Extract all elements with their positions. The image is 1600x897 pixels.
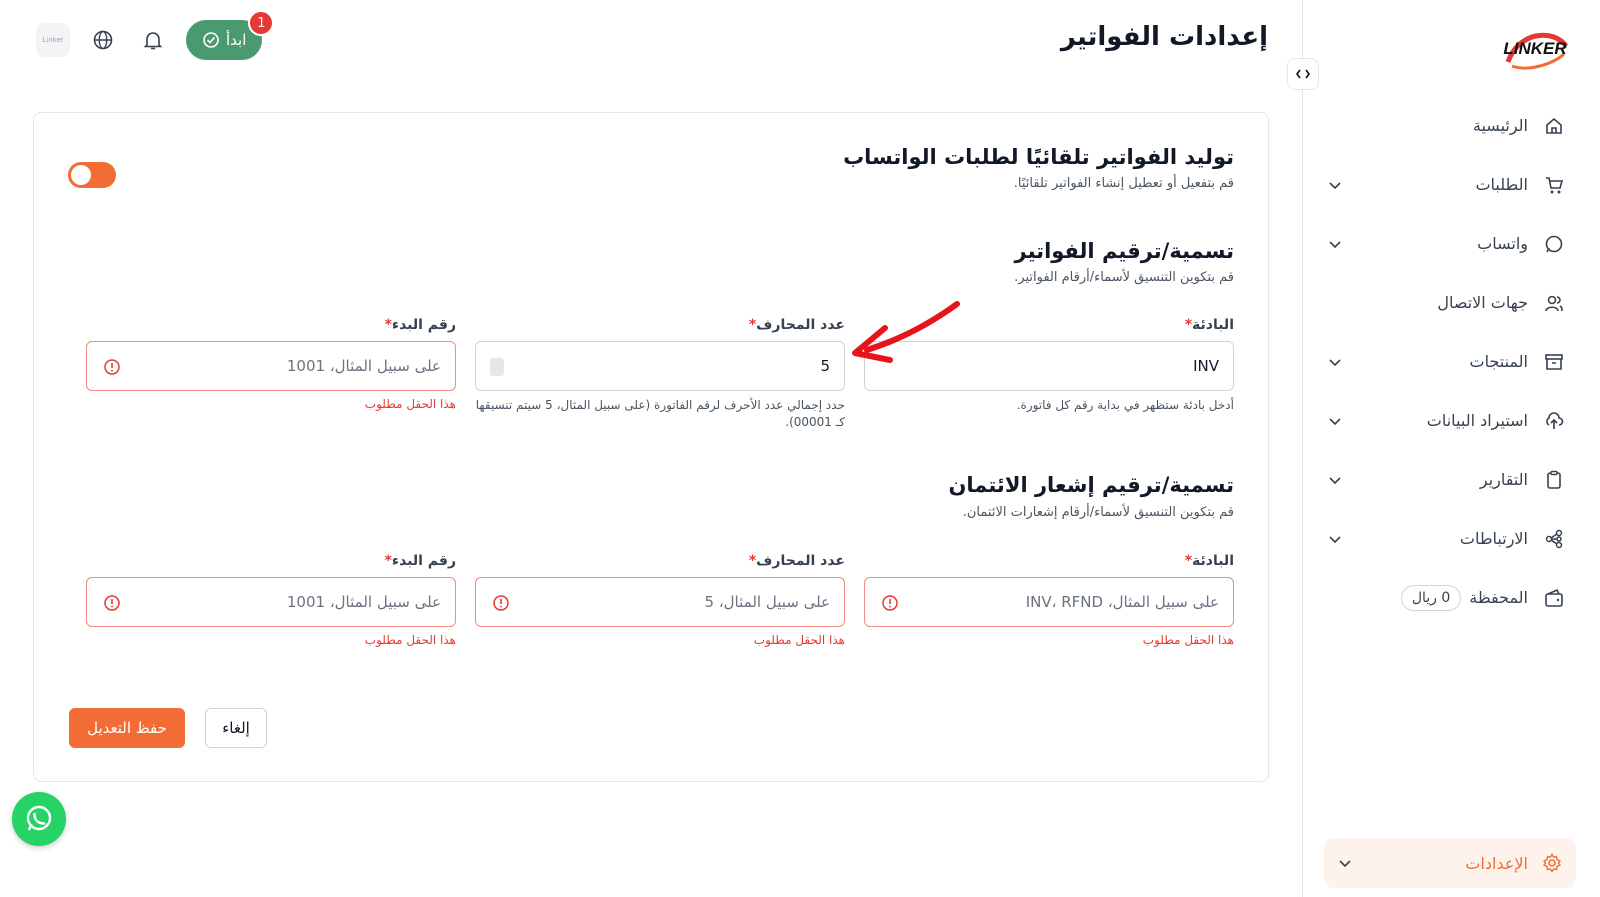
sidebar-item-integrations[interactable] [1302, 509, 1600, 568]
field-helper: أدخل بادئة ستظهر في بداية رقم كل فاتورة. [1016, 398, 1234, 412]
chevron-down-icon[interactable] [1326, 530, 1344, 548]
sidebar-item-label: الارتباطات [1459, 529, 1528, 548]
svg-text:LINKER: LINKER [1503, 39, 1567, 58]
toggle-knob [71, 165, 91, 185]
credit-char-count-input[interactable]: على سبيل المثال، 5 [475, 577, 845, 627]
sidebar-item-import[interactable] [1302, 391, 1600, 450]
whatsapp-chat-button[interactable] [12, 792, 66, 846]
sidebar-item-label: المحفظة [1469, 588, 1528, 607]
sidebar-item-home[interactable] [1302, 96, 1600, 155]
alert-circle-icon [103, 358, 121, 376]
sidebar-item-label: الرئيسية [1472, 116, 1528, 135]
alert-circle-icon [103, 594, 121, 612]
field-error: هذا الحقل مطلوب [364, 397, 456, 411]
chevron-down-icon[interactable] [1326, 412, 1344, 430]
page-title: إعدادات الفواتير [1060, 22, 1268, 52]
sidebar-item-label: استيراد البيانات [1426, 411, 1528, 430]
field-label: البادئة* [1184, 553, 1234, 569]
sidebar-item-wallet[interactable] [1302, 568, 1600, 627]
auto-invoice-toggle[interactable] [68, 162, 116, 188]
code-arrows-icon [1296, 69, 1310, 79]
upload-icon [1542, 409, 1566, 433]
credit-start-number-input[interactable]: على سبيل المثال، 1001 [86, 577, 456, 627]
invoice-numbering-subtitle: قم بتكوين التنسيق لأسماء/أرقام الفواتير. [1014, 270, 1234, 285]
cancel-button[interactable]: إلغاء [205, 708, 267, 748]
auto-invoice-title: توليد الفواتير تلقائيًا لطلبات الواتساب [843, 145, 1234, 169]
sidebar-item-contacts[interactable] [1302, 273, 1600, 332]
sidebar-item-label: الإعدادات [1465, 853, 1528, 873]
field-label: رقم البدء* [384, 317, 456, 333]
cart-icon [1542, 173, 1566, 197]
alert-circle-icon [492, 594, 510, 612]
chevron-down-icon[interactable] [1326, 471, 1344, 489]
alert-circle-icon [881, 594, 899, 612]
sidebar-item-label: التقارير [1479, 470, 1528, 489]
bell-icon [142, 29, 164, 51]
credit-start-number-field [86, 553, 456, 647]
chevron-down-icon[interactable] [1326, 176, 1344, 194]
home-icon [1542, 114, 1566, 138]
field-label: عدد المحارف* [748, 553, 845, 569]
field-label: رقم البدء* [384, 553, 456, 569]
chevron-down-icon[interactable] [1326, 235, 1344, 253]
whatsapp-icon [1542, 232, 1566, 256]
sidebar-item-reports[interactable] [1302, 450, 1600, 509]
sidebar-item-label: واتساب [1477, 234, 1528, 253]
field-error: هذا الحقل مطلوب [364, 633, 456, 647]
annotation-arrow [845, 298, 965, 368]
sidebar-item-settings[interactable] [1324, 838, 1576, 888]
contacts-icon [1542, 291, 1566, 315]
clipboard-icon [1542, 468, 1566, 492]
language-button[interactable] [86, 23, 120, 57]
sidebar-item-whatsapp[interactable] [1302, 214, 1600, 273]
get-started-label: ابدأ [226, 31, 247, 49]
sidebar-nav [1302, 96, 1600, 627]
collapse-sidebar-button[interactable] [1287, 58, 1319, 90]
auto-invoice-subtitle: قم بتفعيل أو تعطيل إنشاء الفواتير تلقائيًا. [1013, 176, 1234, 191]
field-helper: حدد إجمالي عدد الأحرف لرقم الفاتورة (على سبيل المثال، 5 سيتم تنسيقها كـ 00001). [475, 398, 845, 429]
get-started-button[interactable] [186, 15, 266, 60]
sidebar [1302, 0, 1600, 897]
sidebar-item-label: الطلبات [1475, 175, 1528, 194]
invoice-char-count-input[interactable]: 5 [475, 341, 845, 391]
credit-note-title: تسمية/ترقيم إشعار الائتمان [948, 473, 1234, 497]
chevron-down-icon[interactable] [1326, 353, 1344, 371]
sidebar-item-orders[interactable] [1302, 155, 1600, 214]
invoice-settings-card [33, 112, 1269, 782]
whatsapp-icon [23, 803, 55, 835]
credit-char-count-field [475, 553, 845, 647]
number-stepper[interactable] [490, 358, 504, 376]
box-icon [1542, 350, 1566, 374]
chevron-down-icon[interactable] [1336, 854, 1354, 872]
save-button[interactable]: حفظ التعديل [69, 708, 185, 748]
invoice-start-number-field [86, 317, 456, 411]
notifications-button[interactable] [136, 23, 170, 57]
credit-prefix-field [864, 553, 1234, 647]
invoice-numbering-title: تسمية/ترقيم الفواتير [1014, 239, 1234, 263]
wallet-balance-badge[interactable]: 0 ريال [1401, 585, 1461, 611]
field-label: عدد المحارف* [748, 317, 845, 333]
sidebar-item-products[interactable] [1302, 332, 1600, 391]
linker-logo[interactable] [1498, 24, 1572, 74]
wallet-icon [1542, 586, 1566, 610]
invoice-start-number-input[interactable]: على سبيل المثال، 1001 [86, 341, 456, 391]
field-error: هذا الحقل مطلوب [753, 633, 845, 647]
sidebar-item-label: المنتجات [1469, 352, 1528, 371]
field-label: البادئة* [1184, 317, 1234, 333]
topbar [36, 15, 266, 60]
globe-icon [92, 29, 114, 51]
gear-icon [1540, 851, 1564, 875]
invoice-prefix-input[interactable]: INV [864, 341, 1234, 391]
sidebar-item-label: جهات الاتصال [1437, 293, 1528, 312]
notification-count-badge: 1 [248, 10, 274, 36]
avatar[interactable]: Linker [36, 23, 70, 57]
credit-note-subtitle: قم بتكوين التنسيق لأسماء/أرقام إشعارات الائتمان. [962, 505, 1234, 520]
credit-prefix-input[interactable]: على سبيل المثال، INV، RFND [864, 577, 1234, 627]
invoice-char-count-field [475, 317, 845, 431]
field-error: هذا الحقل مطلوب [1142, 633, 1234, 647]
share-icon [1542, 527, 1566, 551]
check-circle-icon [202, 31, 220, 49]
